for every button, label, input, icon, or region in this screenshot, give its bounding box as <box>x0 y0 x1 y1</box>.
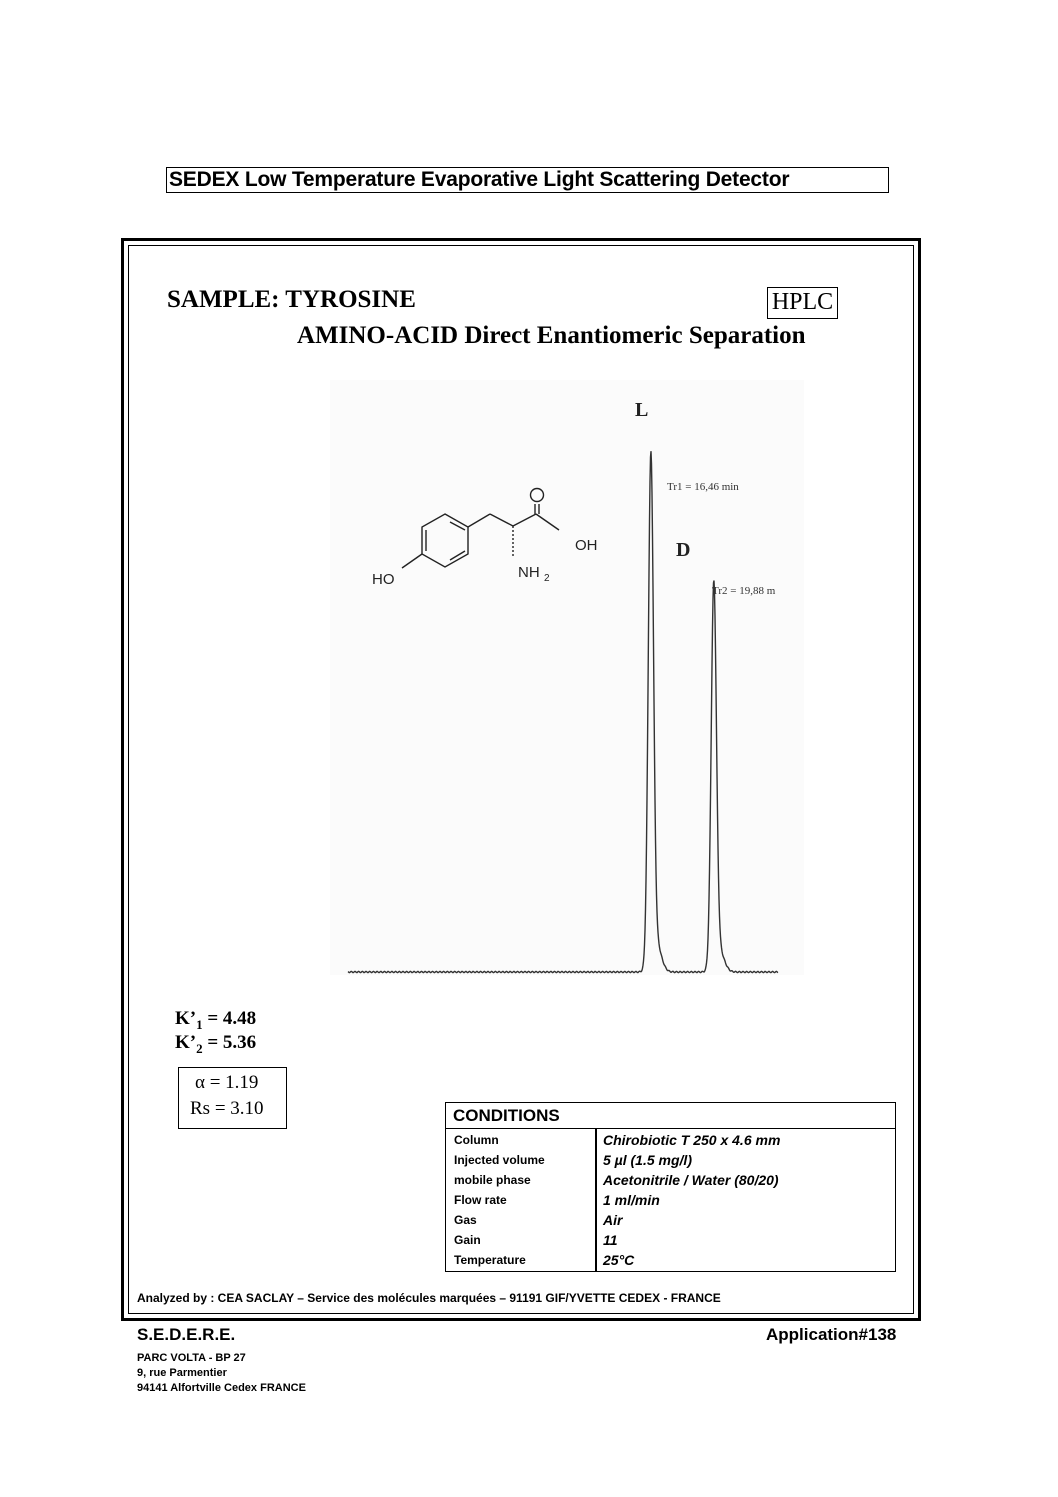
peak-annotation-l: Tr1 = 16,46 min <box>667 481 739 493</box>
condition-label: Flow rate <box>454 1193 507 1207</box>
address-line: PARC VOLTA - BP 27 <box>137 1352 246 1364</box>
table-row <box>446 1130 895 1150</box>
condition-label: Injected volume <box>454 1153 545 1167</box>
condition-value: 5 µl (1.5 mg/l) <box>603 1152 692 1168</box>
condition-value: Acetonitrile / Water (80/20) <box>603 1172 779 1188</box>
condition-value: Air <box>603 1212 623 1228</box>
table-row <box>446 1230 895 1250</box>
table-row <box>446 1210 895 1230</box>
condition-value: Chirobiotic T 250 x 4.6 mm <box>603 1132 781 1148</box>
peak-annotation-d: Tr2 = 19,88 m <box>712 585 776 597</box>
application-number: Application#138 <box>766 1325 897 1344</box>
table-row <box>446 1150 895 1170</box>
company-name: S.E.D.E.R.E. <box>137 1325 236 1344</box>
condition-label: Temperature <box>454 1253 526 1267</box>
chromatogram-background <box>330 380 804 975</box>
table-row <box>446 1190 895 1210</box>
condition-label: mobile phase <box>454 1173 531 1187</box>
page-subtitle: AMINO-ACID Direct Enantiomeric Separation <box>297 322 806 349</box>
k1-value: $K’_1 = 4.48$ <box>175 1008 257 1032</box>
condition-value: 11 <box>603 1232 618 1248</box>
condition-label: Gas <box>454 1213 477 1227</box>
peak-label-d: D <box>676 539 691 561</box>
table-row <box>446 1250 895 1270</box>
conditions-title: CONDITIONS <box>446 1103 895 1129</box>
condition-label: Gain <box>454 1233 481 1247</box>
peak-label-l: L <box>635 399 649 421</box>
amine-label: NH <box>518 564 540 581</box>
table-row <box>446 1170 895 1190</box>
chromatogram-figure <box>330 380 810 980</box>
rs-value: Rs = 3.10 <box>190 1098 264 1119</box>
technique-badge: HPLC <box>767 287 838 319</box>
document-header: SEDEX Low Temperature Evaporative Light Scattering Detector <box>166 167 889 193</box>
amine-subscript: 2 <box>544 573 550 584</box>
alpha-value: α = 1.19 <box>195 1072 259 1093</box>
address-line: 94141 Alfortville Cedex FRANCE <box>137 1382 306 1394</box>
acid-oh-label: OH <box>575 537 598 554</box>
condition-value: 1 ml/min <box>603 1192 660 1208</box>
condition-value: 25°C <box>603 1252 635 1268</box>
analyzed-by-note: Analyzed by : CEA SACLAY – Service des molécules marquées – 91191 GIF/YVETTE CEDEX - FRANCE <box>137 1291 721 1305</box>
address-line: 9, rue Parmentier <box>137 1367 227 1379</box>
conditions-table <box>445 1102 896 1272</box>
hydroxyl-label: HO <box>372 571 395 588</box>
sample-title: SAMPLE: TYROSINE <box>167 286 416 313</box>
condition-label: Column <box>454 1133 499 1147</box>
k2-value: $K’_2 = 5.36$ <box>175 1032 257 1056</box>
